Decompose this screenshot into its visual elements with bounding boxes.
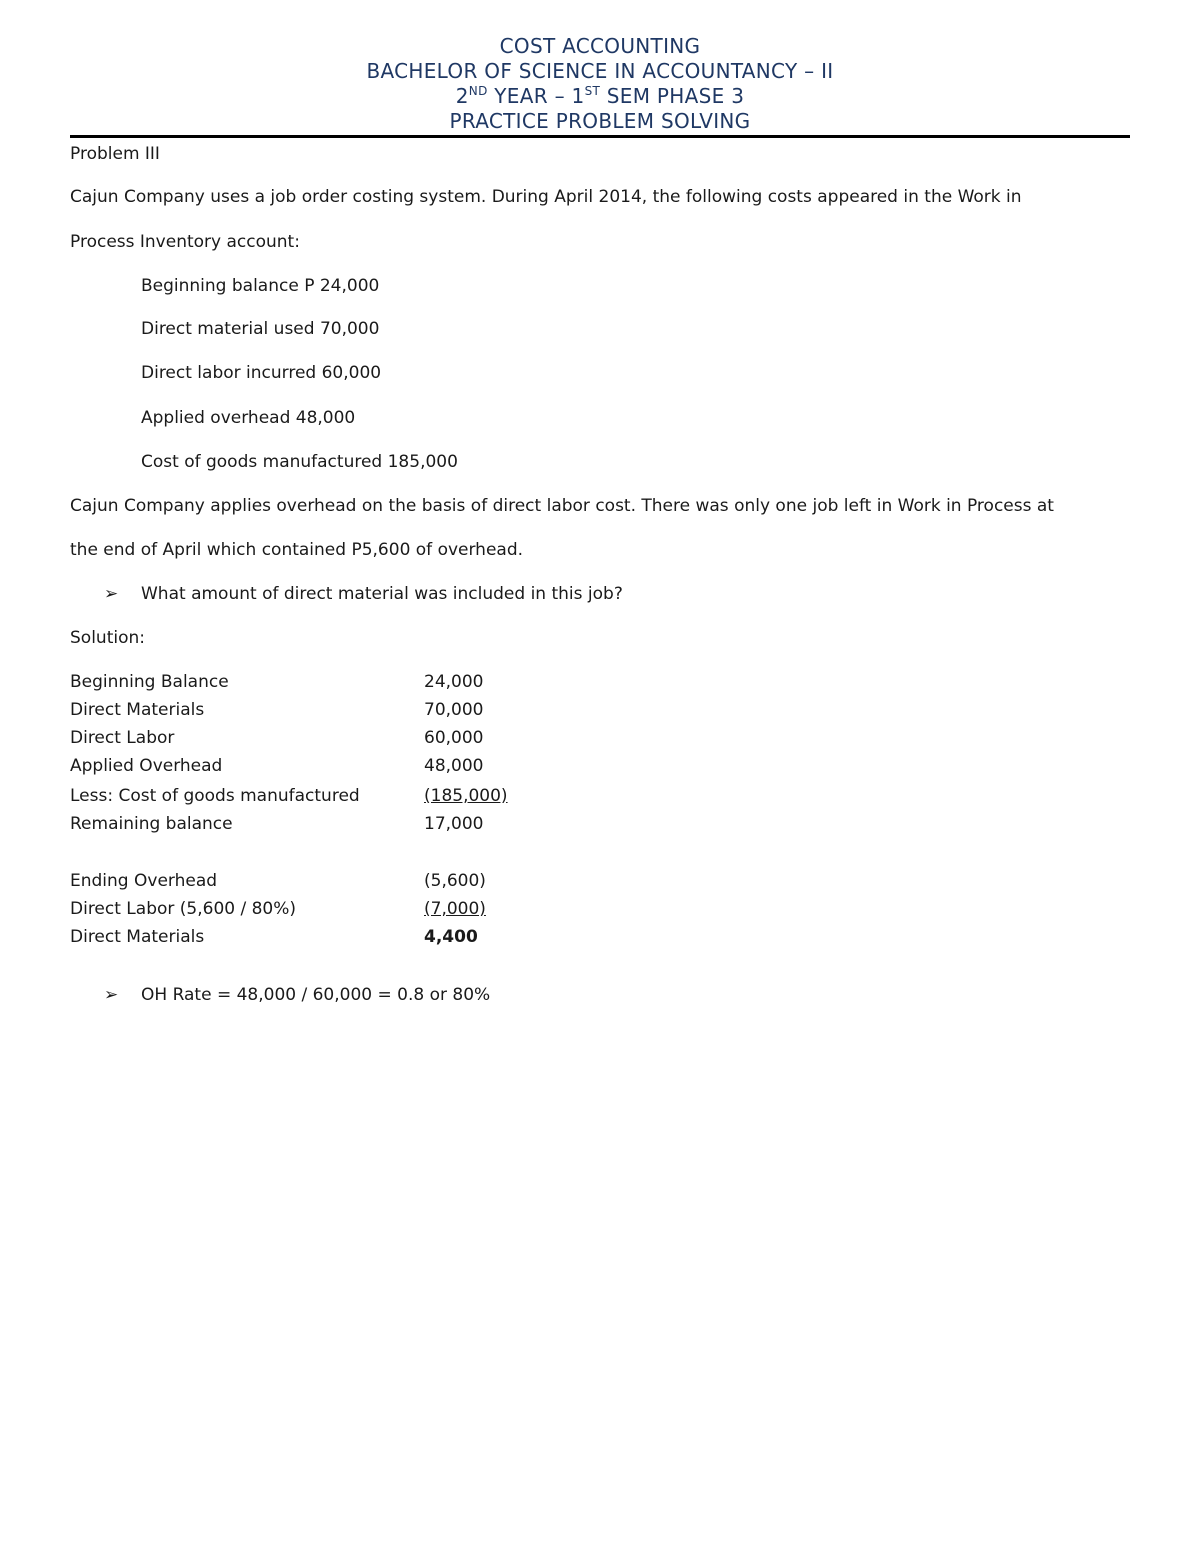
intro-line-1: Cajun Company uses a job order costing system. During April 2014, the following costs appeared in the Work in [70,187,1022,207]
oh-rate-note: OH Rate = 48,000 / 60,000 = 0.8 or 80% [141,985,491,1005]
solution-title: Solution: [70,628,145,648]
row-label: Beginning Balance [70,672,229,692]
row-amount: (5,600) [424,871,486,891]
arrow-bullet-icon: ➢ [104,584,119,604]
course-title: COST ACCOUNTING [499,34,701,58]
document-title: PRACTICE PROBLEM SOLVING [449,109,751,133]
table-row [70,668,770,696]
table-row [70,923,770,951]
row-label: Ending Overhead [70,871,218,891]
cost-item: Direct material used 70,000 [141,319,380,339]
intro-line-2: Process Inventory account: [70,232,300,252]
table-row [70,867,770,895]
table-row [70,895,770,923]
cost-item: Applied overhead 48,000 [141,408,356,428]
problem-title: Problem III [70,144,160,164]
row-label: Direct Labor (5,600 / 80%) [70,899,297,919]
table-row [70,752,770,780]
row-label: Remaining balance [70,814,233,834]
table-row [70,696,770,724]
header-divider [70,135,1130,138]
table-row [70,810,770,838]
row-label: Direct Labor [70,728,175,748]
table-row [70,782,770,810]
row-amount: 60,000 [424,728,484,748]
row-label: Less: Cost of goods manufactured [70,786,360,806]
row-amount: 24,000 [424,672,484,692]
row-amount: 70,000 [424,700,484,720]
cost-item: Beginning balance P 24,000 [141,276,380,296]
cost-item: Direct labor incurred 60,000 [141,363,382,383]
row-label: Direct Materials [70,700,205,720]
row-amount: 4,400 [424,927,478,947]
question-text: What amount of direct material was included in this job? [141,584,623,604]
paragraph-line-2: the end of April which contained P5,600 of overhead. [70,540,524,560]
paragraph-line-1: Cajun Company applies overhead on the basis of direct labor cost. There was only one job left in Work in Process at [70,496,1054,516]
row-amount: (185,000) [424,786,508,806]
document-header [0,34,1200,134]
cost-item: Cost of goods manufactured 185,000 [141,452,458,472]
row-label: Direct Materials [70,927,205,947]
row-label: Applied Overhead [70,756,223,776]
row-amount: 48,000 [424,756,484,776]
row-amount: 17,000 [424,814,484,834]
row-amount: (7,000) [424,899,486,919]
table-row [70,724,770,752]
program-title: BACHELOR OF SCIENCE IN ACCOUNTANCY – II [366,59,834,83]
arrow-bullet-icon: ➢ [104,985,119,1005]
year-semester: 2ND YEAR – 1ST SEM PHASE 3 [455,84,745,108]
